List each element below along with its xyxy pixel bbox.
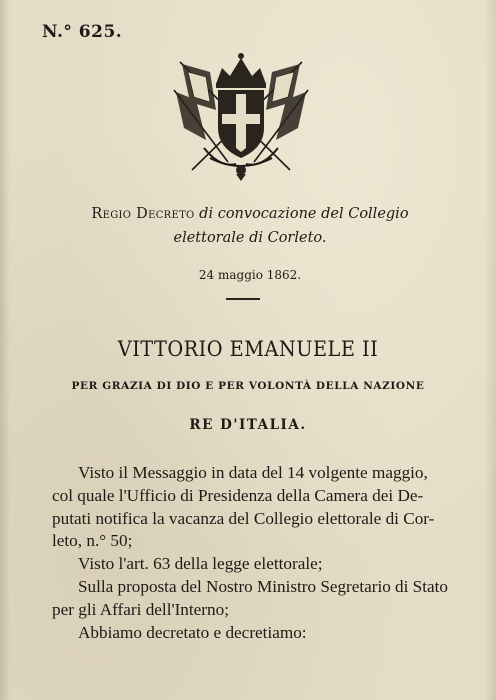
body-line: putati notifica la vacanza del Collegio elettorale di Cor- (52, 508, 435, 528)
king-name: VITTORIO EMANUELE II (117, 337, 379, 361)
decree-title (60, 206, 440, 222)
kingdom-title: RE D'ITALIA. (189, 417, 307, 433)
body-line: Visto il Messaggio in data del 14 volgente maggio, (78, 463, 428, 482)
body-line: Abbiamo decretato e decretiamo: (78, 622, 307, 642)
body-line: per gli Affari dell'Interno; (52, 599, 229, 619)
body-line: Visto l'art. 63 della legge elettorale; (78, 554, 323, 574)
body-line: Sulla proposta del Nostro Ministro Segretario di Stato (78, 576, 448, 596)
decree-title-rest: di convocazione del Collegio (199, 206, 409, 222)
body-line: leto, n.° 50; (52, 531, 133, 551)
savoy-coat-of-arms-icon (170, 50, 312, 182)
decree-number: N.° 625. (42, 22, 123, 42)
decree-body (52, 462, 448, 644)
body-line: col quale l'Ufficio di Presidenza della Camera dei De- (52, 485, 424, 505)
divider (226, 298, 260, 300)
grace-formula: PER GRAZIA DI DIO E PER VOLONTÀ DELLA NAZIONE (71, 380, 425, 392)
decree-title-line2: elettorale di Corleto. (173, 230, 327, 246)
decree-date: 24 maggio 1862. (198, 268, 302, 282)
decree-title-prefix: Regio Decreto (91, 206, 195, 222)
